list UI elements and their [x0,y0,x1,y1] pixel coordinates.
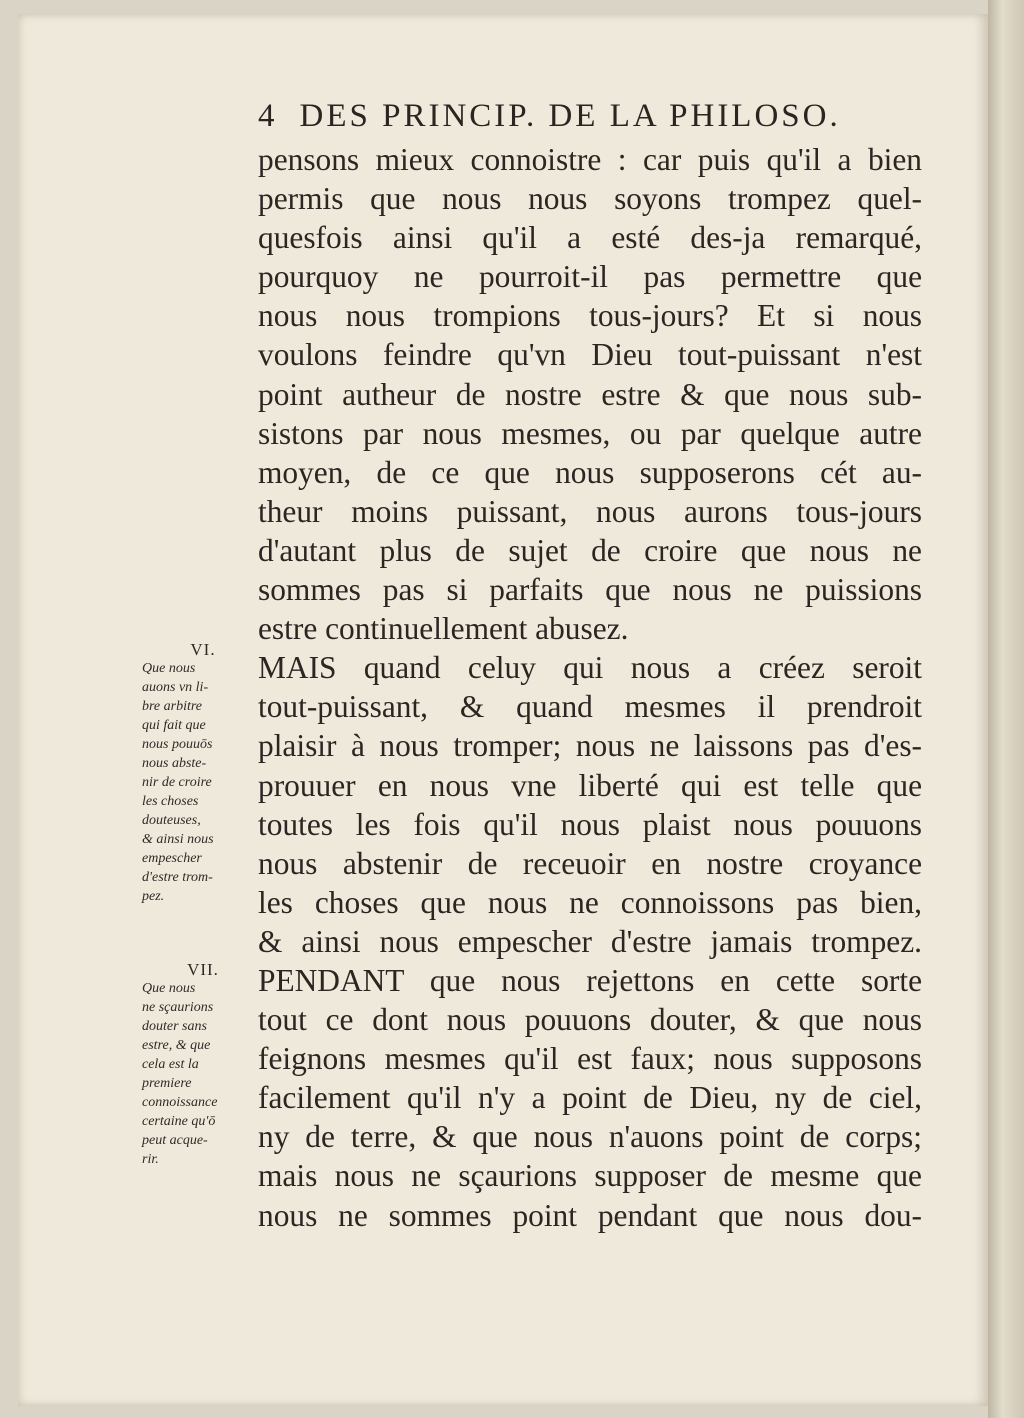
text-line: MAIS quand celuy qui nous a créez seroit [258,650,922,686]
margin-note-line: estre, & que [142,1038,211,1053]
margin-note-number: VI. [190,640,216,659]
margin-note-line: peut acque- [142,1133,208,1148]
margin-note-line: cela est la [142,1057,199,1072]
text-line: permis que nous nous soyons trompez quel- [258,181,922,217]
margin-note-6 [142,640,254,906]
text-line: prouuer en nous vne liberté qui est telle que [258,767,922,803]
margin-note-line: ne sçaurions [142,1000,214,1015]
text-line: pensons mieux connoistre : car puis qu'il a bien [258,142,922,177]
text-line: d'autant plus de sujet de croire que nous ne [258,532,922,568]
text-line: tout-puissant, & quand mesmes il prendroit [258,689,922,725]
margin-note-line: qui fait que [142,718,206,733]
margin-note-line: rir. [142,1152,159,1167]
margin-note-line: premiere [142,1076,192,1091]
margin-note-line: nous abste- [142,756,207,771]
text-line: facilement qu'il n'y a point de Dieu, ny de ciel, [258,1080,922,1116]
page-number: 4 [258,98,278,134]
margin-note-line: douteuses, [142,813,201,828]
text-line: les choses que nous ne connoissons pas bien, [258,884,922,920]
text-line: PENDANT que nous rejettons en cette sorte [258,962,922,998]
margin-note-line: douter sans [142,1019,207,1034]
margin-note-line: Que nous [142,661,196,676]
text-line: & ainsi nous empescher d'estre jamais trompez. [258,923,922,959]
book-spine-edge [988,0,1024,1418]
running-title: DES PRINCIP. DE LA PHILOSO. [299,98,841,134]
margin-note-line: les choses [142,794,199,809]
text-line: estre continuellement abusez. [258,611,629,647]
margin-note-line: Que nous [142,981,196,996]
margin-note-line: nir de croire [142,775,212,790]
margin-note-line: empescher [142,851,202,866]
running-header [258,98,918,135]
text-line: toutes les fois qu'il nous plaist nous pouuons [258,806,922,842]
text-line: pourquoy ne pourroit-il pas permettre que [258,259,922,295]
margin-note-line: pez. [142,889,165,904]
text-line: sistons par nous mesmes, ou par quelque autre [258,415,922,451]
margin-note-line: auons vn li- [142,680,209,695]
margin-note-line: certaine qu'ō [142,1114,216,1129]
margin-note-line: bre arbitre [142,699,203,714]
text-line: tout ce dont nous pouuons douter, & que nous [258,1002,922,1038]
margin-note-number: VII. [187,960,219,979]
text-line: feignons mesmes qu'il est faux; nous supposons [258,1041,922,1077]
text-line: mais nous ne sçaurions supposer de mesme que [258,1158,922,1194]
text-line: nous ne sommes point pendant que nous dou- [258,1197,922,1233]
margin-note-line: & ainsi nous [142,832,214,847]
text-line: nous nous trompions tous-jours? Et si nous [258,298,922,334]
text-line: ny de terre, & que nous n'auons point de corps; [258,1119,922,1155]
text-line: nous abstenir de receuoir en nostre croyance [258,845,922,881]
margin-note-line: connoissance [142,1095,218,1110]
text-line: point autheur de nostre estre & que nous sub- [258,376,922,412]
text-line: theur moins puissant, nous aurons tous-jours [258,493,922,529]
text-line: voulons feindre qu'vn Dieu tout-puissant n'est [258,337,922,373]
margin-note-line: nous pouuōs [142,737,213,752]
text-line: sommes pas si parfaits que nous ne puissions [258,572,922,608]
text-line: moyen, de ce que nous supposerons cét au- [258,454,922,490]
margin-note-line: d'estre trom- [142,870,213,885]
main-text-block [258,140,922,1235]
text-line: quesfois ainsi qu'il a esté des-ja remarqué, [258,220,922,256]
text-line: plaisir à nous tromper; nous ne laissons pas d'es- [258,728,922,764]
margin-note-7 [142,960,254,1169]
